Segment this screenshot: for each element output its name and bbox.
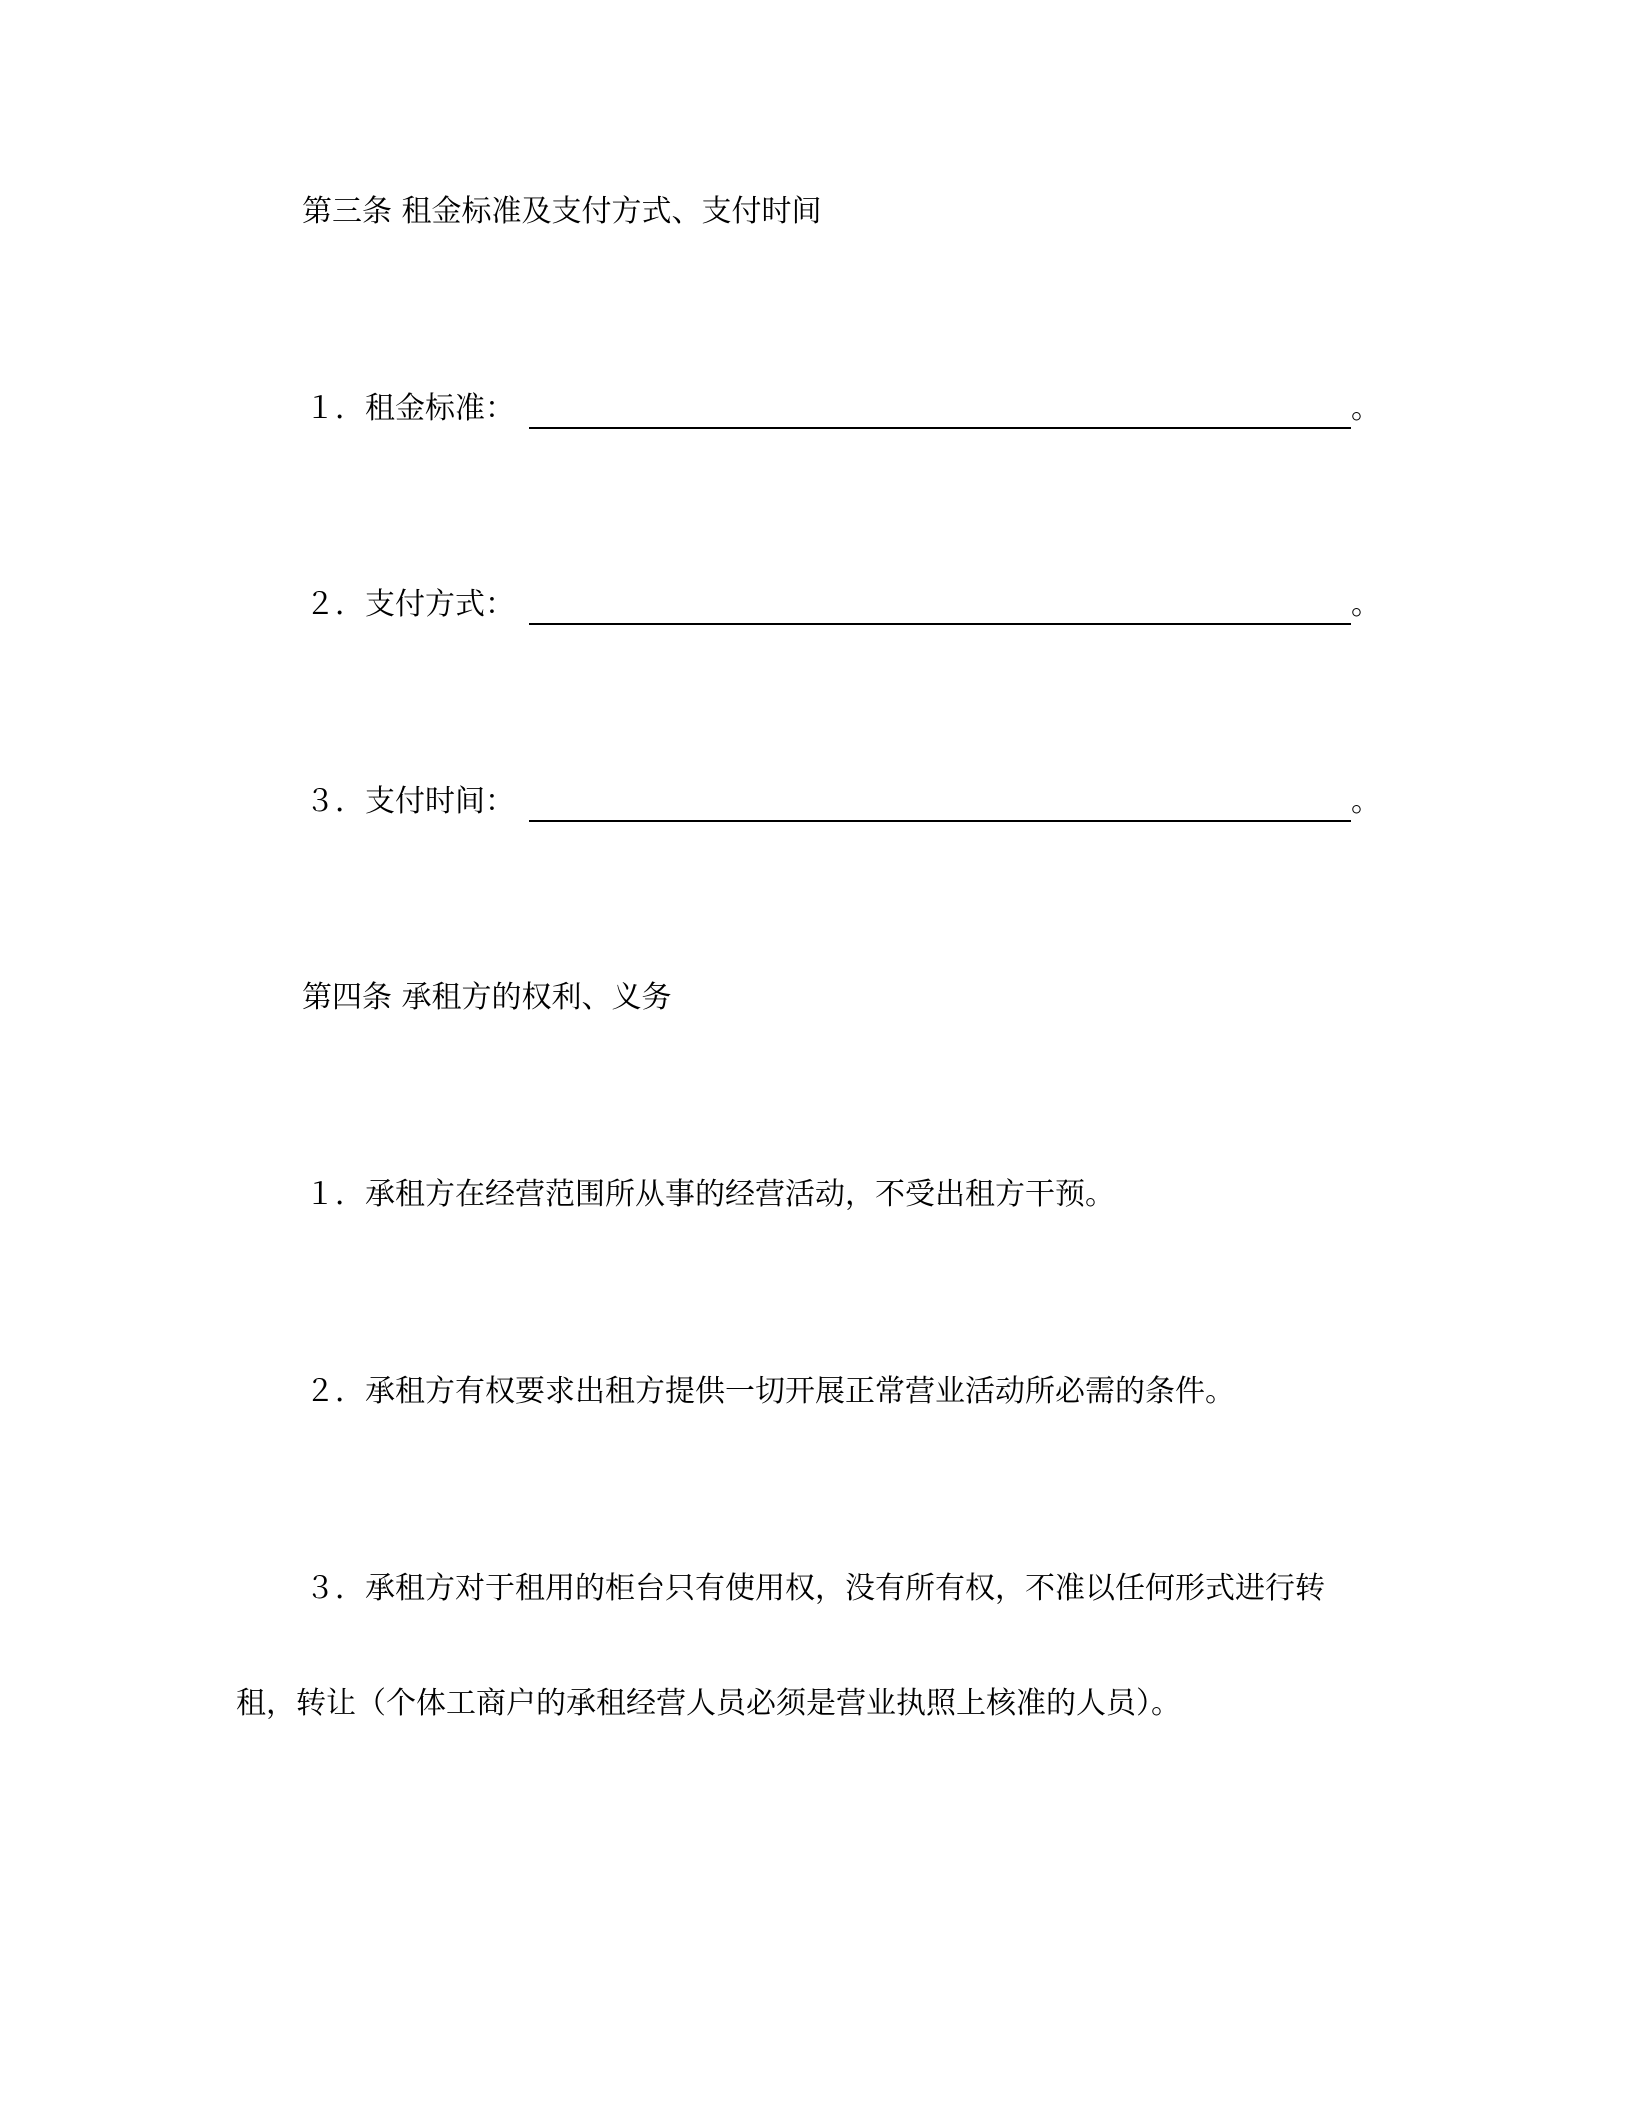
fill-in-blank[interactable] <box>529 395 1351 429</box>
fill-in-blank[interactable] <box>529 591 1351 625</box>
item-label: ２．支付方式： <box>305 587 515 622</box>
item-label: ３．支付时间： <box>305 784 515 819</box>
article-4-item-3: ３．承租方对于租用的柜台只有使用权，没有所有权，不准以任何形式进行转 <box>305 1571 1325 1606</box>
article-4-item-1: １．承租方在经营范围所从事的经营活动，不受出租方干预。 <box>305 1177 1115 1212</box>
fill-in-blank[interactable] <box>529 788 1351 822</box>
item-label: １．租金标准： <box>305 391 515 426</box>
item-end: 。 <box>1351 784 1381 819</box>
article-4-heading: 第四条 承租方的权利、义务 <box>302 980 672 1015</box>
article-3-item-1 <box>305 389 1381 429</box>
article-3-heading: 第三条 租金标准及支付方式、支付时间 <box>302 194 822 229</box>
item-end: 。 <box>1351 391 1381 426</box>
item-end: 。 <box>1351 587 1381 622</box>
article-3-item-2 <box>305 585 1381 625</box>
article-4-item-3-continuation: 租，转让（个体工商户的承租经营人员必须是营业执照上核准的人员）。 <box>236 1686 1181 1721</box>
article-4-item-2: ２．承租方有权要求出租方提供一切开展正常营业活动所必需的条件。 <box>305 1374 1235 1409</box>
article-3-item-3 <box>305 782 1381 822</box>
